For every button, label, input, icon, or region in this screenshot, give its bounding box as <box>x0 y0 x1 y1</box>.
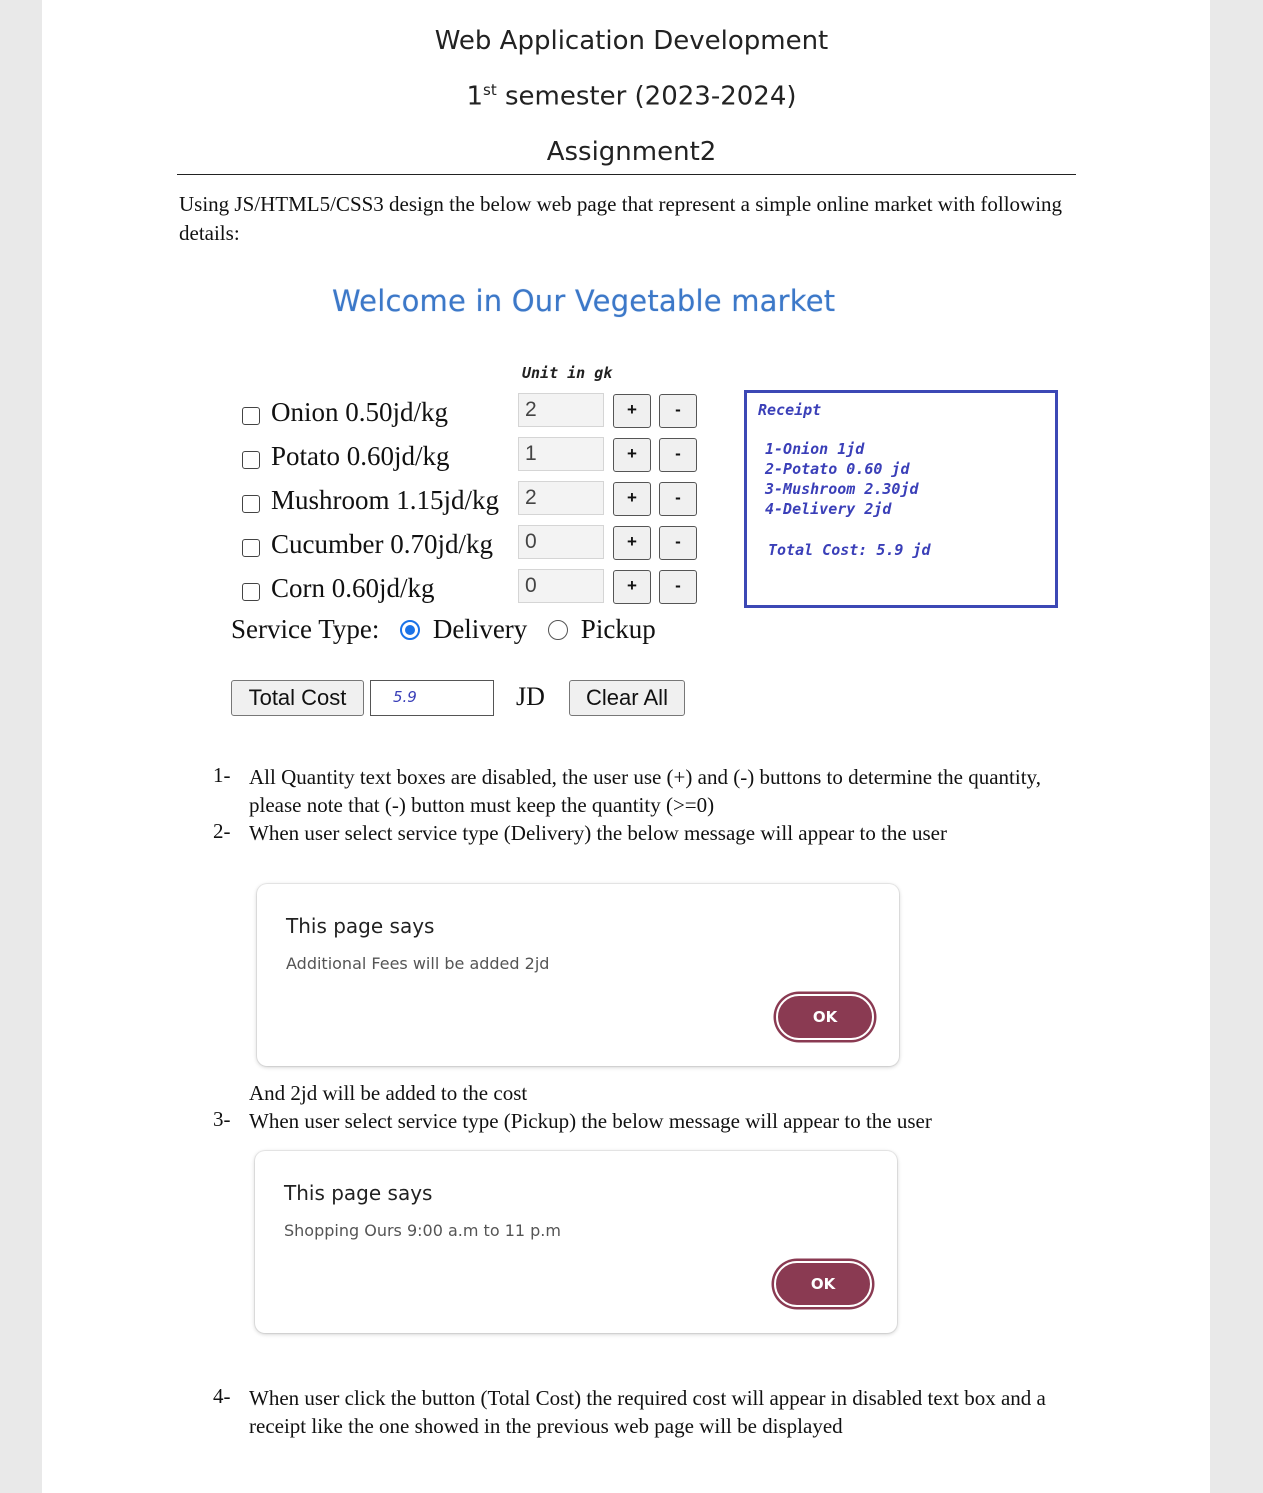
total-cost-button[interactable]: Total Cost <box>231 680 364 716</box>
receipt-line: 2-Potato 0.60 jd <box>765 460 910 478</box>
receipt-total: Total Cost: 5.9 jd <box>768 541 931 559</box>
corn-minus-button[interactable]: - <box>659 570 697 604</box>
cucumber-label: Cucumber 0.70jd/kg <box>271 529 493 559</box>
delivery-alert-dialog <box>257 884 899 1066</box>
potato-plus-button[interactable]: + <box>613 438 651 472</box>
instruction-1: All Quantity text boxes are disabled, the user use (+) and (-) buttons to determine the quantity, please note that (-) button must keep the quantity (>=0) <box>249 765 1041 817</box>
currency-label: JD <box>516 682 545 711</box>
potato-quantity-input: 1 <box>518 437 604 471</box>
receipt-line: 1-Onion 1jd <box>765 440 865 458</box>
delivery-label: Delivery <box>432 614 528 644</box>
mushroom-label: Mushroom 1.15jd/kg <box>271 485 500 515</box>
total-cost-field: 5.9 <box>370 680 494 716</box>
dialog-message: Shopping Ours 9:00 a.m to 11 p.m <box>284 1221 561 1240</box>
intro-paragraph: Using JS/HTML5/CSS3 design the below web page that represent a simple online market with following details: <box>179 192 1063 245</box>
semester-line <box>0 81 1263 112</box>
service-type-row <box>231 614 656 645</box>
delivery-radio[interactable] <box>400 620 420 640</box>
instruction-2: When user select service type (Delivery) the below message will appear to the user <box>249 821 947 845</box>
delivery-note: And 2jd will be added to the cost <box>249 1081 528 1105</box>
receipt-line: 4-Delivery 2jd <box>765 500 892 518</box>
pickup-radio[interactable] <box>548 620 568 640</box>
potato-minus-button[interactable]: - <box>659 438 697 472</box>
clear-all-button[interactable]: Clear All <box>569 680 685 716</box>
instruction-4: When user click the button (Total Cost) the required cost will appear in disabled text box and a receipt like the one showed in the previous web page will be displayed <box>249 1386 1046 1438</box>
header-divider <box>177 174 1076 175</box>
ok-button[interactable]: OK <box>774 1261 872 1307</box>
onion-plus-button[interactable]: + <box>613 394 651 428</box>
cucumber-minus-button[interactable]: - <box>659 526 697 560</box>
instruction-3: When user select service type (Pickup) the below message will appear to the user <box>249 1109 932 1133</box>
corn-plus-button[interactable]: + <box>613 570 651 604</box>
course-title: Web Application Development <box>434 26 829 56</box>
corn-checkbox[interactable] <box>242 583 260 601</box>
pickup-alert-dialog <box>255 1151 897 1333</box>
onion-quantity-input: 2 <box>518 393 604 427</box>
list-number-1: 1- <box>213 763 231 787</box>
list-number-3: 3- <box>213 1107 231 1131</box>
unit-label: Unit in gk <box>522 364 613 382</box>
dialog-title: This page says <box>286 914 435 938</box>
list-number-4: 4- <box>213 1384 231 1408</box>
service-type-label: Service Type: <box>231 614 380 644</box>
receipt-title: Receipt <box>758 401 822 419</box>
onion-label: Onion 0.50jd/kg <box>271 397 449 427</box>
onion-checkbox[interactable] <box>242 407 260 425</box>
cucumber-quantity-input: 0 <box>518 525 604 559</box>
mushroom-plus-button[interactable]: + <box>613 482 651 516</box>
assignment-title: Assignment2 <box>546 137 717 167</box>
mushroom-quantity-input: 2 <box>518 481 604 515</box>
onion-minus-button[interactable]: - <box>659 394 697 428</box>
cucumber-plus-button[interactable]: + <box>613 526 651 560</box>
potato-checkbox[interactable] <box>242 451 260 469</box>
dialog-title: This page says <box>284 1181 433 1205</box>
semester-superscript: st <box>483 81 497 99</box>
potato-label: Potato 0.60jd/kg <box>271 441 450 471</box>
semester-number: 1 <box>466 81 483 112</box>
semester-text: semester (2023-2024) <box>496 81 797 112</box>
mushroom-minus-button[interactable]: - <box>659 482 697 516</box>
corn-label: Corn 0.60jd/kg <box>271 573 435 603</box>
cucumber-checkbox[interactable] <box>242 539 260 557</box>
receipt-line: 3-Mushroom 2.30jd <box>765 480 919 498</box>
ok-button[interactable]: OK <box>776 994 874 1040</box>
list-number-2: 2- <box>213 819 231 843</box>
mushroom-checkbox[interactable] <box>242 495 260 513</box>
receipt-box <box>744 390 1058 608</box>
corn-quantity-input: 0 <box>518 569 604 603</box>
welcome-heading: Welcome in Our Vegetable market <box>332 284 836 318</box>
pickup-label: Pickup <box>580 614 656 644</box>
dialog-message: Additional Fees will be added 2jd <box>286 954 550 973</box>
